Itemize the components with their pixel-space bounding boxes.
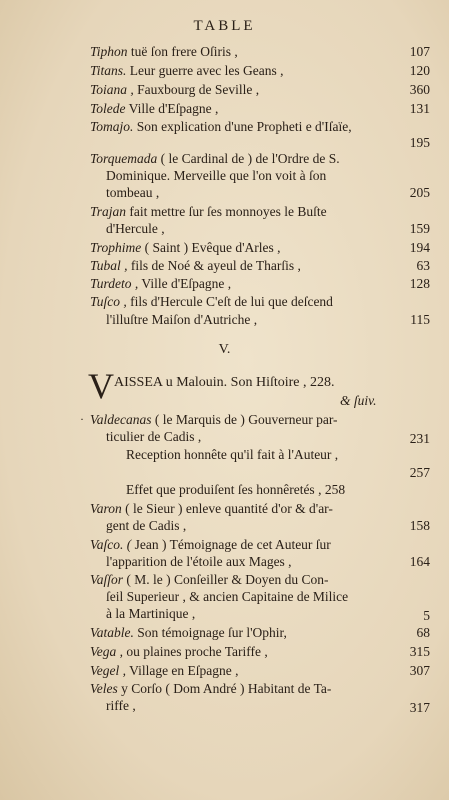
page-number: 231 [409,431,430,446]
index-entry: Vega , ou plaines proche Tariffe , [90,644,268,659]
entry-continuation: ſeil Superieur , & ancien Capitaine de Milice [106,589,349,604]
index-entry: Reception honnête qu'il fait à l'Auteur , [126,447,339,462]
page-number: 164 [409,554,430,569]
index-entry: Tuſco , fils d'Hercule C'eſt de lui que deſcend [90,294,333,309]
page-number: 195 [409,135,430,150]
index-entry: Turdeto , Ville d'Eſpagne , [90,276,232,291]
entry-continuation: & ſuiv. [340,393,377,408]
index-entry: Vaſſor ( M. le ) Conſeiller & Doyen du Con- [90,572,329,587]
page-header: TABLE [193,18,256,34]
index-entry: Trajan fait mettre ſur ſes monnoyes le Buſte [90,204,327,219]
index-entry: Trophime ( Saint ) Evêque d'Arles , [90,240,281,255]
page-number: 315 [409,644,430,659]
entry-continuation: riffe , [106,698,136,713]
index-entry: Toiana , Fauxbourg de Seville , [90,82,260,97]
entry-continuation: ticulier de Cadis , [106,429,202,444]
page-number: 120 [409,63,430,78]
page-number: 194 [409,240,430,255]
index-entry: Titans. Leur guerre avec les Geans , [90,63,284,78]
page-number: 63 [416,258,430,273]
page-number: 360 [409,82,430,97]
page-number: 131 [409,101,430,116]
page-number: 115 [410,312,430,327]
index-entry: Vegel , Village en Eſpagne , [90,663,239,678]
entry-continuation: tombeau , [106,185,160,200]
index-entry: Vaſco. ( Jean ) Témoignage de cet Auteur ſur [90,537,331,552]
index-entry: Tolede Ville d'Eſpagne , [90,101,219,116]
page-number: 317 [409,700,430,715]
page-number: 5 [423,608,430,623]
page-number: 158 [409,518,430,533]
entry-continuation: l'illuſtre Maiſon d'Autriche , [106,312,258,327]
entry-continuation: Dominique. Merveille que l'on voit à ſon [106,168,327,183]
drop-cap: V [88,366,114,406]
index-entry: Effet que produiſent ſes honnêretés , 258 [126,482,346,497]
section-heading: V. [218,342,231,357]
index-entry: Veles y Corſo ( Dom André ) Habitant de Ta- [90,681,332,696]
entry-continuation: gent de Cadis , [106,518,187,533]
entry-continuation: d'Hercule , [106,221,165,236]
index-entry: Tubal , fils de Noé & ayeul de Tharſis , [90,258,301,273]
index-entry: Torquemada ( le Cardinal de ) de l'Ordre de S. [90,151,340,166]
index-entry: AISSEA u Malouin. Son Hiſtoire , 228. [114,375,335,390]
page-number: 205 [409,185,430,200]
entry-continuation: l'apparition de l'étoile aux Mages , [106,554,292,569]
index-entry: Tomajo. Son explication d'une Propheti e d'Iſaïe, [90,119,352,134]
index-entry: Varon ( le Sieur ) enleve quantité d'or & d'ar- [90,501,333,516]
margin-mark: · [80,412,84,426]
index-entry: Valdecanas ( le Marquis de ) Gouverneur par- [90,412,338,427]
entry-continuation: à la Martinique , [106,606,196,621]
page-number: 307 [409,663,430,678]
index-entry: Tiphon tuë ſon frere Oſiris , [90,44,238,59]
page-number: 107 [409,44,430,59]
page-number: 257 [409,465,430,480]
page-number: 68 [416,625,430,640]
page-number: 159 [409,221,430,236]
page-number: 128 [409,276,430,291]
index-entry: Vatable. Son témoignage ſur l'Ophir, [90,625,287,640]
